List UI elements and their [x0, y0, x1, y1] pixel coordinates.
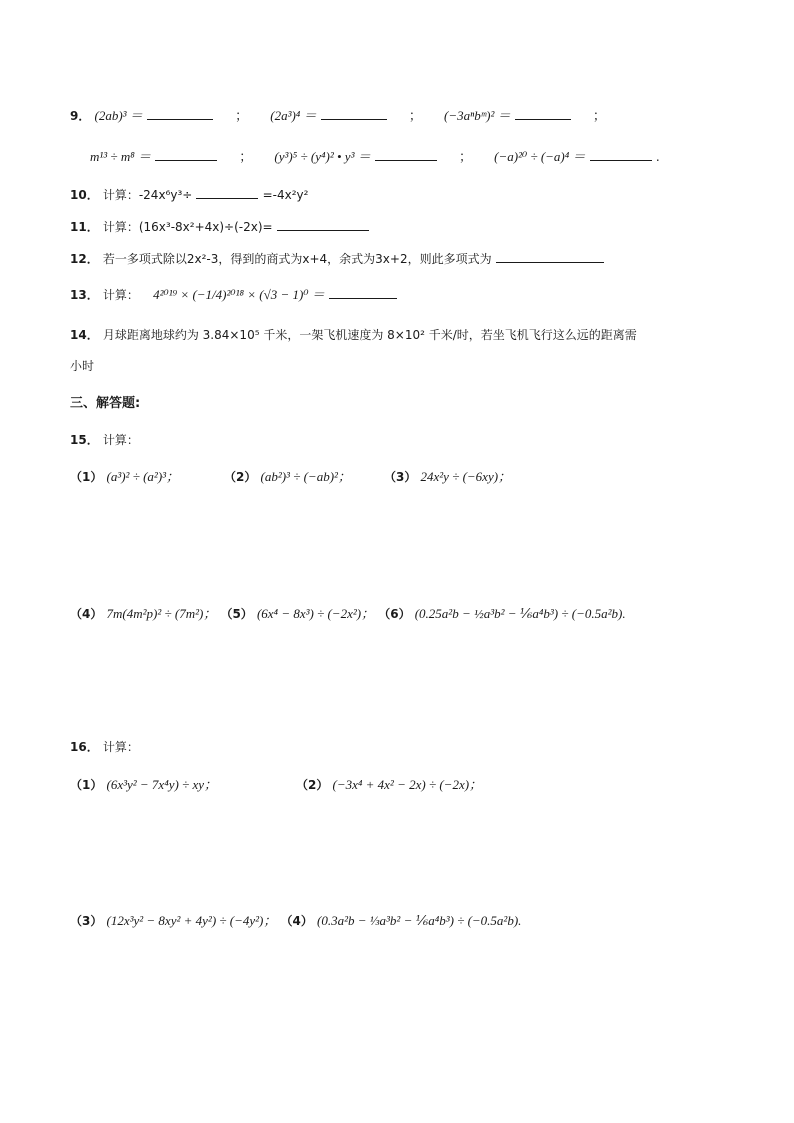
q16-item-expr: (6x³y² − 7x⁴y) ÷ xy； — [106, 777, 218, 792]
q15-item-expr: 7m(4m²p)² ÷ (7m²)； — [106, 606, 217, 621]
q9-row2 — [90, 147, 660, 168]
q11-text: 计算：(16x³-8x²+4x)÷(-2x)= — [102, 220, 273, 234]
q15-item-expr: (ab²)³ ÷ (−ab)²； — [260, 469, 351, 484]
q10-text-post: =-4x²y² — [262, 188, 309, 202]
q13-blank[interactable] — [329, 285, 397, 299]
q9-blank-3[interactable] — [515, 106, 571, 120]
q15-item-tag: （3） — [384, 470, 417, 484]
q16-item-tag: （2） — [296, 778, 329, 792]
q14-text-line2: 小时 — [70, 359, 95, 373]
q16-item-tag: （4） — [280, 914, 313, 928]
q9-separator: ； — [459, 150, 473, 165]
q9-separator: ； — [235, 109, 249, 124]
q16-row1 — [70, 775, 217, 796]
q15-label: 计算： — [102, 433, 139, 447]
q15-row1 — [70, 467, 179, 488]
q11 — [70, 217, 369, 238]
q9-expr-4: m¹³ ÷ m⁸ ＝ — [90, 149, 151, 164]
q9-separator: ； — [239, 150, 253, 165]
q9-blank-5[interactable] — [375, 147, 437, 161]
q9-expr-1: (2ab)³ ＝ — [94, 108, 143, 123]
q16-number: 16． — [70, 740, 99, 754]
q13 — [70, 285, 397, 306]
q16-item-tag: （3） — [70, 914, 103, 928]
q12-blank[interactable] — [496, 249, 604, 263]
q12 — [70, 249, 604, 270]
q16-item-expr: (0.3a²b − ⅓a³b² − ⅙a⁴b³) ÷ (−0.5a²b). — [317, 913, 522, 928]
q9-end-period: . — [655, 150, 660, 164]
q9-row1 — [70, 106, 624, 127]
q15-item-tag: （2） — [224, 470, 257, 484]
q9-blank-1[interactable] — [147, 106, 213, 120]
q12-text: 若一多项式除以2x²-3，得到的商式为x+4，余式为3x+2，则此多项式为 — [102, 252, 492, 266]
q16-row1-col2 — [296, 775, 482, 796]
q15-item-expr: (a³)² ÷ (a²)³； — [106, 469, 180, 484]
q9-blank-6[interactable] — [590, 147, 652, 161]
q15-item-tag: （1） — [70, 470, 103, 484]
q11-blank[interactable] — [277, 217, 369, 231]
q9-expr-5: (y³)⁵ ÷ (y⁴)² • y³ ＝ — [274, 149, 371, 164]
q10-blank[interactable] — [196, 185, 258, 199]
q16-row2 — [70, 911, 521, 932]
q15-item-tag: （5） — [220, 607, 253, 621]
q9-number: 9． — [70, 109, 91, 123]
q15-row1-col3 — [384, 467, 511, 488]
q14-line2 — [70, 356, 94, 377]
q9-blank-2[interactable] — [321, 106, 387, 120]
q12-number: 12． — [70, 252, 99, 266]
q15-number: 15． — [70, 433, 99, 447]
q9-expr-2: (2a³)⁴ ＝ — [270, 108, 317, 123]
q9-separator: ； — [408, 109, 422, 124]
q15-item-expr: (0.25a²b − ½a³b² − ⅙a⁴b³) ÷ (−0.5a²b). — [414, 606, 626, 621]
q15-item-expr: (6x⁴ − 8x³) ÷ (−2x²)； — [256, 606, 375, 621]
q10-text-pre: 计算：-24x⁶y³÷ — [102, 188, 193, 202]
q15-row1-col2 — [224, 467, 351, 488]
q16-item-expr: (−3x⁴ + 4x² − 2x) ÷ (−2x)； — [332, 777, 483, 792]
section-title: 三、解答题: — [70, 396, 141, 411]
q15-header — [70, 430, 139, 451]
q16-item-expr: (12x³y² − 8xy² + 4y²) ÷ (−4y²)； — [106, 913, 277, 928]
q14-line1 — [70, 325, 637, 346]
q14-text-line1: 月球距离地球约为 3.84×10⁵ 千米，一架飞机速度为 8×10² 千米/时，若坐飞机飞行这么远的距离需 — [102, 328, 637, 342]
q9-expr-6: (−a)²⁰ ÷ (−a)⁴ ＝ — [494, 149, 586, 164]
q9-blank-4[interactable] — [155, 147, 217, 161]
q16-label: 计算： — [102, 740, 139, 754]
q15-item-tag: （4） — [70, 607, 103, 621]
q15-row2 — [70, 604, 626, 625]
q16-header — [70, 737, 139, 758]
section-heading — [70, 394, 140, 414]
q9-expr-3: (−3aⁿbᵐ)² ＝ — [444, 108, 511, 123]
q11-number: 11． — [70, 220, 99, 234]
q10 — [70, 185, 308, 206]
q13-label: 计算： — [102, 288, 139, 302]
q10-number: 10． — [70, 188, 99, 202]
q15-item-expr: 24x²y ÷ (−6xy)； — [420, 469, 512, 484]
q16-item-tag: （1） — [70, 778, 103, 792]
q9-separator: ； — [592, 109, 606, 124]
q13-number: 13． — [70, 288, 99, 302]
q15-item-tag: （6） — [378, 607, 411, 621]
q13-expression: 4²⁰¹⁹ × (−1/4)²⁰¹⁸ × (√3 − 1)⁰ ＝ — [153, 287, 325, 302]
q14-number: 14． — [70, 328, 99, 342]
